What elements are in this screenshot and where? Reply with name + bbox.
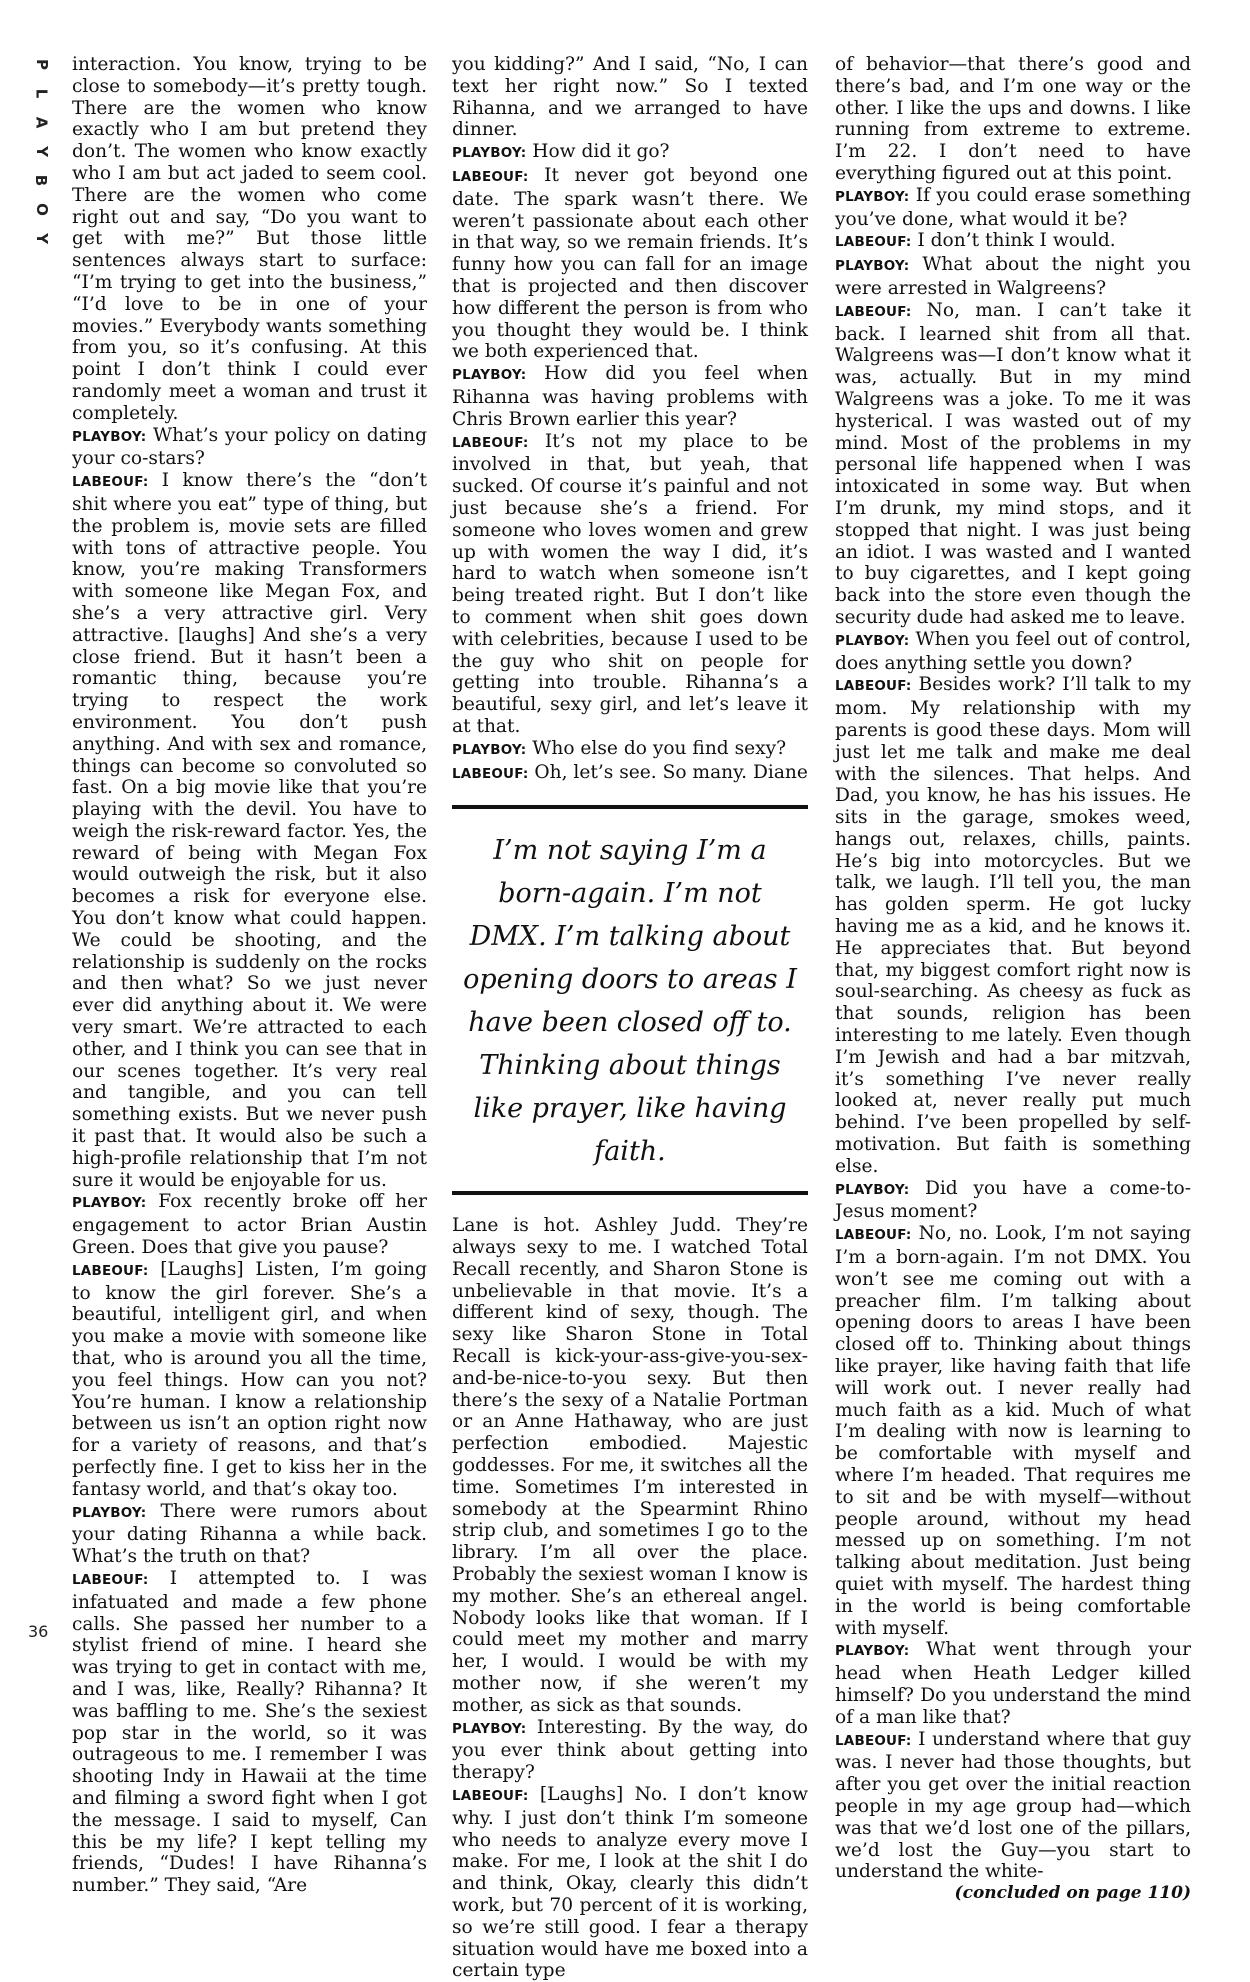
- paragraph-text: Fox recently broke off her engagement to actor Brian Austin Green. Does that give you pause?: [72, 1191, 427, 1259]
- paragraph: [452, 54, 808, 141]
- paragraph-text: How did you feel when Rihanna was having problems with Chris Brown earlier this year?: [452, 363, 808, 430]
- paragraph-text: When you feel out of control, does anything settle you down?: [835, 628, 1191, 674]
- paragraph: [72, 1568, 427, 1897]
- speaker-label: LABEOUF:: [835, 303, 912, 320]
- paragraph: [835, 674, 1191, 1177]
- paragraph: [452, 1784, 808, 1982]
- column-1: [72, 54, 427, 1897]
- paragraph: [835, 230, 1191, 254]
- speaker-label: PLAYBOY:: [835, 258, 910, 275]
- paragraph: [452, 1717, 808, 1784]
- brand-letter: B: [32, 174, 51, 187]
- paragraph-text: you kidding?” And I said, “No, I can text her right now.” So I texted Rihanna, and we arranged to have dinner.: [452, 54, 808, 141]
- paragraph-text: It’s not my place to be involved in that, but yeah, that sucked. Of course it’s painful and not just because she’s a friend. For someone who loves women and grew up with women the way I did, it’s hard to watch when someone isn’t being treated right. But I don’t like to comment when shit goes down with celebrities, because I used to be the guy who shit on people for getting into trouble. Rihanna’s a beautiful, sexy girl, and let’s leave it at that.: [452, 430, 808, 737]
- paragraph-text: What about the night you were arrested in Walgreens?: [835, 254, 1191, 299]
- paragraph: [835, 1639, 1191, 1728]
- speaker-label: PLAYBOY:: [835, 1643, 910, 1660]
- speaker-label: PLAYBOY:: [72, 1195, 147, 1212]
- paragraph-text: interaction. You know, trying to be close to somebody—it’s pretty tough. There are the women who know exactly who I am but pretend they don’t. The women who know exactly who I am but act jaded to seem cool. There are the women who come right out and say, “Do you want to get with me?” But those little sentences always start to surface: “I’m trying to get into the business,” “I’d love to be in one of your movies.” Everybody wants something from you, so it’s confusing. At this point I don’t think I could ever randomly meet a woman and trust it completely.: [72, 54, 427, 424]
- speaker-label: LABEOUF:: [452, 434, 529, 451]
- paragraph-text: Oh, let’s see. So many. Diane: [528, 761, 808, 783]
- paragraph: [452, 165, 808, 363]
- paragraph-text: I know there’s the “don’t shit where you eat” type of thing, but the problem is, movie sets are filled with tons of attractive people. You know, you’re making Transformers with someone like Megan Fox, and she’s a very attractive girl. Very attractive. [laughs] And she’s a very close friend. But it hasn’t been a romantic thing, because you’re trying to respect the work environment. You don’t push anything. And with sex and romance, things can become so convoluted so fast. On a big movie like that you’re playing with the devil. You have to weigh the risk-reward factor. Yes, the reward of being with Megan Fox would outweigh the risk, but it also becomes a risk for everyone else. You don’t know what could happen. We could be shooting, and the relationship is suddenly on the rocks and then what? So we just never ever did anything about it. We were very smart. We’re attracted to each other, and I think you can see that in our scenes together. It’s very real and tangible, and you can tell something exists. But we never push it past that. It would also be such a high-profile relationship that I’m not sure it would be enjoyable for us.: [72, 470, 427, 1191]
- paragraph-text: No, man. I can’t take it back. I learned shit from all that. Walgreens was—I don’t know what it was, actually. But in my mind Walgreens was a joke. To me it was hysterical. I was wasted out of my mind. Most of the problems in my personal life happened when I was intoxicated in some way. But when I’m drunk, my mind stops, and it stopped that night. I was just being an idiot. I was wasted and I wanted to buy cigarettes, and I kept going back into the store even though the security dude had asked me to leave.: [835, 299, 1191, 628]
- paragraph-text: [Laughs] No. I don’t know why. I just don’t think I’m someone who needs to analyze every move I make. For me, I look at the shit I do and think, Okay, clearly this didn’t work, but 70 percent of it is working, so we’re still good. I fear a therapy situation would have me boxed into a certain type: [452, 1784, 808, 1982]
- paragraph: [835, 54, 1191, 185]
- paragraph-text: of behavior—that there’s good and there’s bad, and I’m one way or the other. I like the ups and downs. I like running from extreme to extreme. I’m 22. I don’t need to have everything figured out at this point.: [835, 54, 1191, 184]
- speaker-label: LABEOUF:: [835, 234, 912, 251]
- speaker-label: LABEOUF:: [835, 1227, 912, 1244]
- paragraph-text: Who else do you find sexy?: [526, 737, 787, 759]
- speaker-label: LABEOUF:: [72, 1571, 149, 1588]
- paragraph-text: If you could erase something you’ve done, what would it be?: [835, 184, 1191, 230]
- paragraph: [72, 54, 427, 425]
- paragraph-text: I don’t think I would.: [911, 230, 1116, 252]
- paragraph: [835, 1223, 1191, 1639]
- continued-note: (concluded on page 110): [954, 1883, 1191, 1904]
- speaker-label: LABEOUF:: [835, 1732, 912, 1749]
- paragraph: [452, 762, 808, 786]
- paragraph-text: It never got beyond one date. The spark wasn’t there. We weren’t passionate about each other in that way, so we remain friends. It’s funny how you can fall for an image that is projected and then discover how different the person is from who you thought they would be. I think we both experienced that.: [452, 164, 808, 363]
- speaker-label: PLAYBOY:: [452, 145, 527, 162]
- paragraph: [452, 141, 808, 165]
- brand-letter: A: [32, 116, 51, 129]
- speaker-label: PLAYBOY:: [452, 367, 527, 384]
- paragraph: [835, 1178, 1191, 1224]
- paragraph-text: Lane is hot. Ashley Judd. They’re always sexy to me. I watched Total Recall recently, and Sharon Stone is unbelievable in that movie. It’s a different kind of sexy, though. The sexy like Sharon Stone in Total Recall is kick-your-ass-give-you-sex-and-be-nice-to-you sexy. But then there’s the sexy of a Natalie Portman or an Anne Hathaway, who are just perfection embodied. Majestic goddesses. For me, it switches all the time. Sometimes I’m interested in somebody at the Spearmint Rhino strip club, and sometimes I go to the library. I’m all over the place. Probably the sexiest woman I know is my mother. She’s an ethereal angel. Nobody looks like that woman. If I could meet my mother and marry her, I would. I would be with my mother now, if she weren’t my mother, as sick as that sounds.: [452, 1215, 808, 1716]
- paragraph-text: I attempted to. I was infatuated and made a few phone calls. She passed her number to a stylist friend of mine. I heard she was trying to get in contact with me, and I was, like, Really? Rihanna? It was baffling to me. She’s the sexiest pop star in the world, so it was outrageous to me. I remember I was shooting Indy in Hawaii at the time and filming a sword fight when I got the message. I said to myself, Can this be my life? I kept telling my friends, “Dudes! I have Rihanna’s number.” They said, “Are: [72, 1567, 427, 1897]
- speaker-label: PLAYBOY:: [452, 1720, 527, 1737]
- paragraph: [835, 1729, 1191, 1884]
- speaker-label: LABEOUF:: [835, 678, 912, 695]
- paragraph: [72, 470, 427, 1191]
- paragraph: [72, 425, 427, 471]
- brand-letter: P: [32, 59, 51, 70]
- paragraph: [72, 1191, 427, 1258]
- paragraph-text: [Laughs] Listen, I’m going to know the girl forever. She’s a beautiful, intelligent girl, and when you make a movie with someone like that, who is around you all the time, you feel things. How can you not? You’re human. I know a relationship between us isn’t an option right now for a variety of reasons, and that’s perfectly fine. I get to kiss her in the fantasy world, and that’s okay too.: [72, 1258, 427, 1500]
- speaker-label: PLAYBOY:: [835, 1181, 910, 1198]
- paragraph-text: What’s your policy on dating your co-stars?: [72, 424, 427, 470]
- paragraph-text: How did it go?: [526, 141, 670, 163]
- speaker-label: PLAYBOY:: [835, 188, 910, 205]
- speaker-label: PLAYBOY:: [72, 428, 147, 445]
- paragraph-text: No, no. Look, I’m not saying I’m a born-again. I’m not DMX. You won’t see me coming out with a preacher film. I’m talking about opening doors to areas I have been closed off to. Thinking about things like prayer, like having faith that life will work out. I never really had much faith as a kid. Much of what I’m dealing with now is learning to be comfortable with myself and where I’m headed. That requires me to sit and be with myself—without people around, without my head messed up on something. I’m not talking about meditation. Just being quiet with myself. The hardest thing in the world is being comfortable with myself.: [835, 1223, 1191, 1639]
- pull-quote: I’m not saying I’m a born-again. I’m not DMX. I’m talking about opening doors to areas I have been closed off to. Thinking about things like prayer, like having faith.: [452, 805, 808, 1195]
- paragraph: [452, 1215, 808, 1716]
- speaker-label: LABEOUF:: [452, 765, 529, 782]
- column-2: [452, 54, 808, 1982]
- paragraph: [452, 738, 808, 762]
- brand-letter: L: [32, 88, 51, 99]
- paragraph: [835, 254, 1191, 300]
- speaker-label: LABEOUF:: [452, 1788, 529, 1805]
- paragraph: [72, 1501, 427, 1568]
- brand-letter: Y: [32, 233, 51, 244]
- paragraph-text: Interesting. By the way, do you ever think about getting into therapy?: [452, 1716, 808, 1784]
- page-number: 36: [28, 1622, 49, 1641]
- paragraph-text: I understand where that guy was. I never had those thoughts, but after you get over the initial reaction people in my age group had—which was that we’d lost one of the pillars, we’d lost the Guy—you start to understand the white-: [835, 1728, 1191, 1883]
- paragraph: [835, 629, 1191, 675]
- paragraph: [452, 431, 808, 738]
- paragraph: [452, 363, 808, 430]
- playboy-vertical-logo: [30, 50, 52, 253]
- paragraph-text: Did you have a come-to-Jesus moment?: [835, 1177, 1191, 1223]
- speaker-label: PLAYBOY:: [452, 741, 527, 758]
- paragraph-text: What went through your head when Heath Ledger killed himself? Do you understand the mind of a man like that?: [835, 1639, 1191, 1728]
- speaker-label: PLAYBOY:: [72, 1504, 147, 1521]
- speaker-label: LABEOUF:: [72, 474, 149, 491]
- brand-letter: O: [32, 203, 51, 216]
- paragraph: [72, 1259, 427, 1501]
- brand-letter: Y: [32, 146, 51, 157]
- speaker-label: PLAYBOY:: [835, 632, 910, 649]
- paragraph: [835, 300, 1191, 629]
- speaker-label: LABEOUF:: [452, 168, 529, 185]
- speaker-label: LABEOUF:: [72, 1262, 149, 1279]
- paragraph: [835, 185, 1191, 231]
- column-3: [835, 54, 1191, 1905]
- paragraph-text: Besides work? I’ll talk to my mom. My relationship with my parents is good these days. Mom will just let me talk and make me deal with the silences. That helps. And Dad, you know, he has his issues. He sits in the garage, smokes weed, hangs out, relaxes, chills, paints. He’s big into motorcycles. But we talk, we laugh. I’ll tell you, the man has golden sperm. He got lucky having me as a kid, and he knows it. He appreciates that. But beyond that, my biggest comfort right now is soul-searching. As cheesy as fuck as that sounds, religion has been interesting to me lately. Even though I’m Jewish and had a bar mitzvah, it’s something I’ve never really looked at, never really put much behind. I’ve been propelled by self-motivation. But faith is something else.: [835, 674, 1191, 1177]
- paragraph-text: There were rumors about your dating Rihanna a while back. What’s the truth on that?: [72, 1500, 427, 1568]
